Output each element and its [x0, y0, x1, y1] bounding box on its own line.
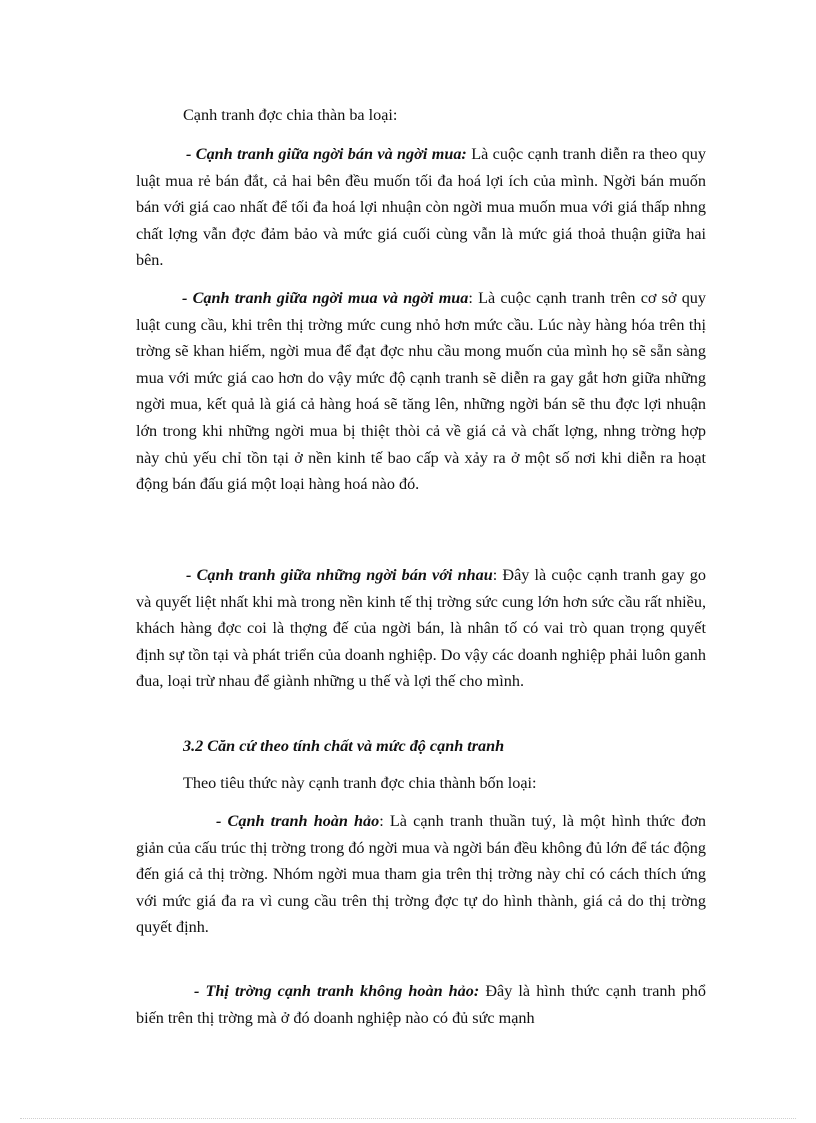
paragraph-lead: - Cạnh tranh giữa những ngời bán với nhau	[186, 566, 493, 584]
section-heading: 3.2 Căn cứ theo tính chất và mức độ cạnh tranh	[183, 737, 505, 755]
footer-divider	[20, 1118, 796, 1119]
paragraph-buyer-buyer	[136, 285, 706, 498]
paragraph-text: : Là cạnh tranh thuần tuý, là một hình thức đơn giản của cấu trúc thị trờng trong đó ngời mua và ngời bán đều không đủ lớn để tác động đến giá cả thị trờng. Nhóm ngời mua tham gia trên thị trờng này chỉ có cách thích ứng với mức giá đa ra vì cung cầu trên thị trờng đợc tự do hình thành, giá cả do thị trờng quyết định.	[136, 812, 706, 937]
paragraph-lead: - Cạnh tranh hoàn hảo	[216, 812, 380, 830]
paragraph-seller-seller	[136, 562, 706, 695]
paragraph-imperfect-competition	[136, 978, 706, 1031]
intro-line: Cạnh tranh đợc chia thàn ba loại:	[183, 106, 398, 124]
paragraph-lead: - Cạnh tranh giữa ngời bán và ngời mua:	[186, 145, 467, 163]
paragraph-text: Đây là hình thức cạnh tranh phổ biến trên thị trờng mà ở đó doanh nghiệp nào có đủ sức mạnh	[136, 982, 706, 1027]
intro-line-2: Theo tiêu thức này cạnh tranh đợc chia thành bốn loại:	[183, 774, 537, 792]
paragraph-text: : Là cuộc cạnh tranh trên cơ sở quy luật cung cầu, khi trên thị trờng mức cung nhỏ hơn mức cầu. Lúc này hàng hóa trên thị trờng sẽ khan hiếm, ngời mua để đạt đợc nhu cầu mong muốn của mình họ sẽ sẵn sàng mua với mức giá cao hơn do vậy mức độ cạnh tranh sẽ diễn ra gay gắt hơn giữa những ngời mua, kết quả là giá cả hàng hoá sẽ tăng lên, những ngời bán sẽ thu đợc lợi nhuận lớn trong khi những ngời mua bị thiệt thòi cả về giá cả và chất lợng, nhng trờng hợp này chủ yếu chỉ tồn tại ở nền kinh tế bao cấp và xảy ra ở một số nơi khi diễn ra hoạt động bán đấu giá một loại hàng hoá nào đó.	[136, 289, 706, 494]
paragraph-lead: - Cạnh tranh giữa ngời mua và ngời mua	[182, 289, 469, 307]
paragraph-buyer-seller	[136, 141, 706, 274]
paragraph-text: Là cuộc cạnh tranh diễn ra theo quy luật mua rẻ bán đắt, cả hai bên đều muốn tối đa hoá lợi ích của mình. Ngời bán muốn bán với giá cao nhất để tối đa hoá lợi nhuận còn ngời mua muốn mua với giá thấp nhng chất lợng vẫn đợc đảm bảo và mức giá cuối cùng vẫn là mức giá thoả thuận giữa hai bên.	[136, 145, 706, 270]
paragraph-perfect-competition	[136, 808, 706, 941]
paragraph-lead: - Thị trờng cạnh tranh không hoàn hảo:	[194, 982, 480, 1000]
paragraph-text: : Đây là cuộc cạnh tranh gay go và quyết liệt nhất khi mà trong nền kinh tế thị trờng sức cung lớn hơn sức cầu rất nhiều, khách hàng đợc coi là thợng đế của ngời bán, là nhân tố có vai trò quan trọng quyết định sự tồn tại và phát triển của doanh nghiệp. Do vậy các doanh nghiệp phải luôn ganh đua, loại trừ nhau để giành những u thế và lợi thế cho mình.	[136, 566, 706, 691]
